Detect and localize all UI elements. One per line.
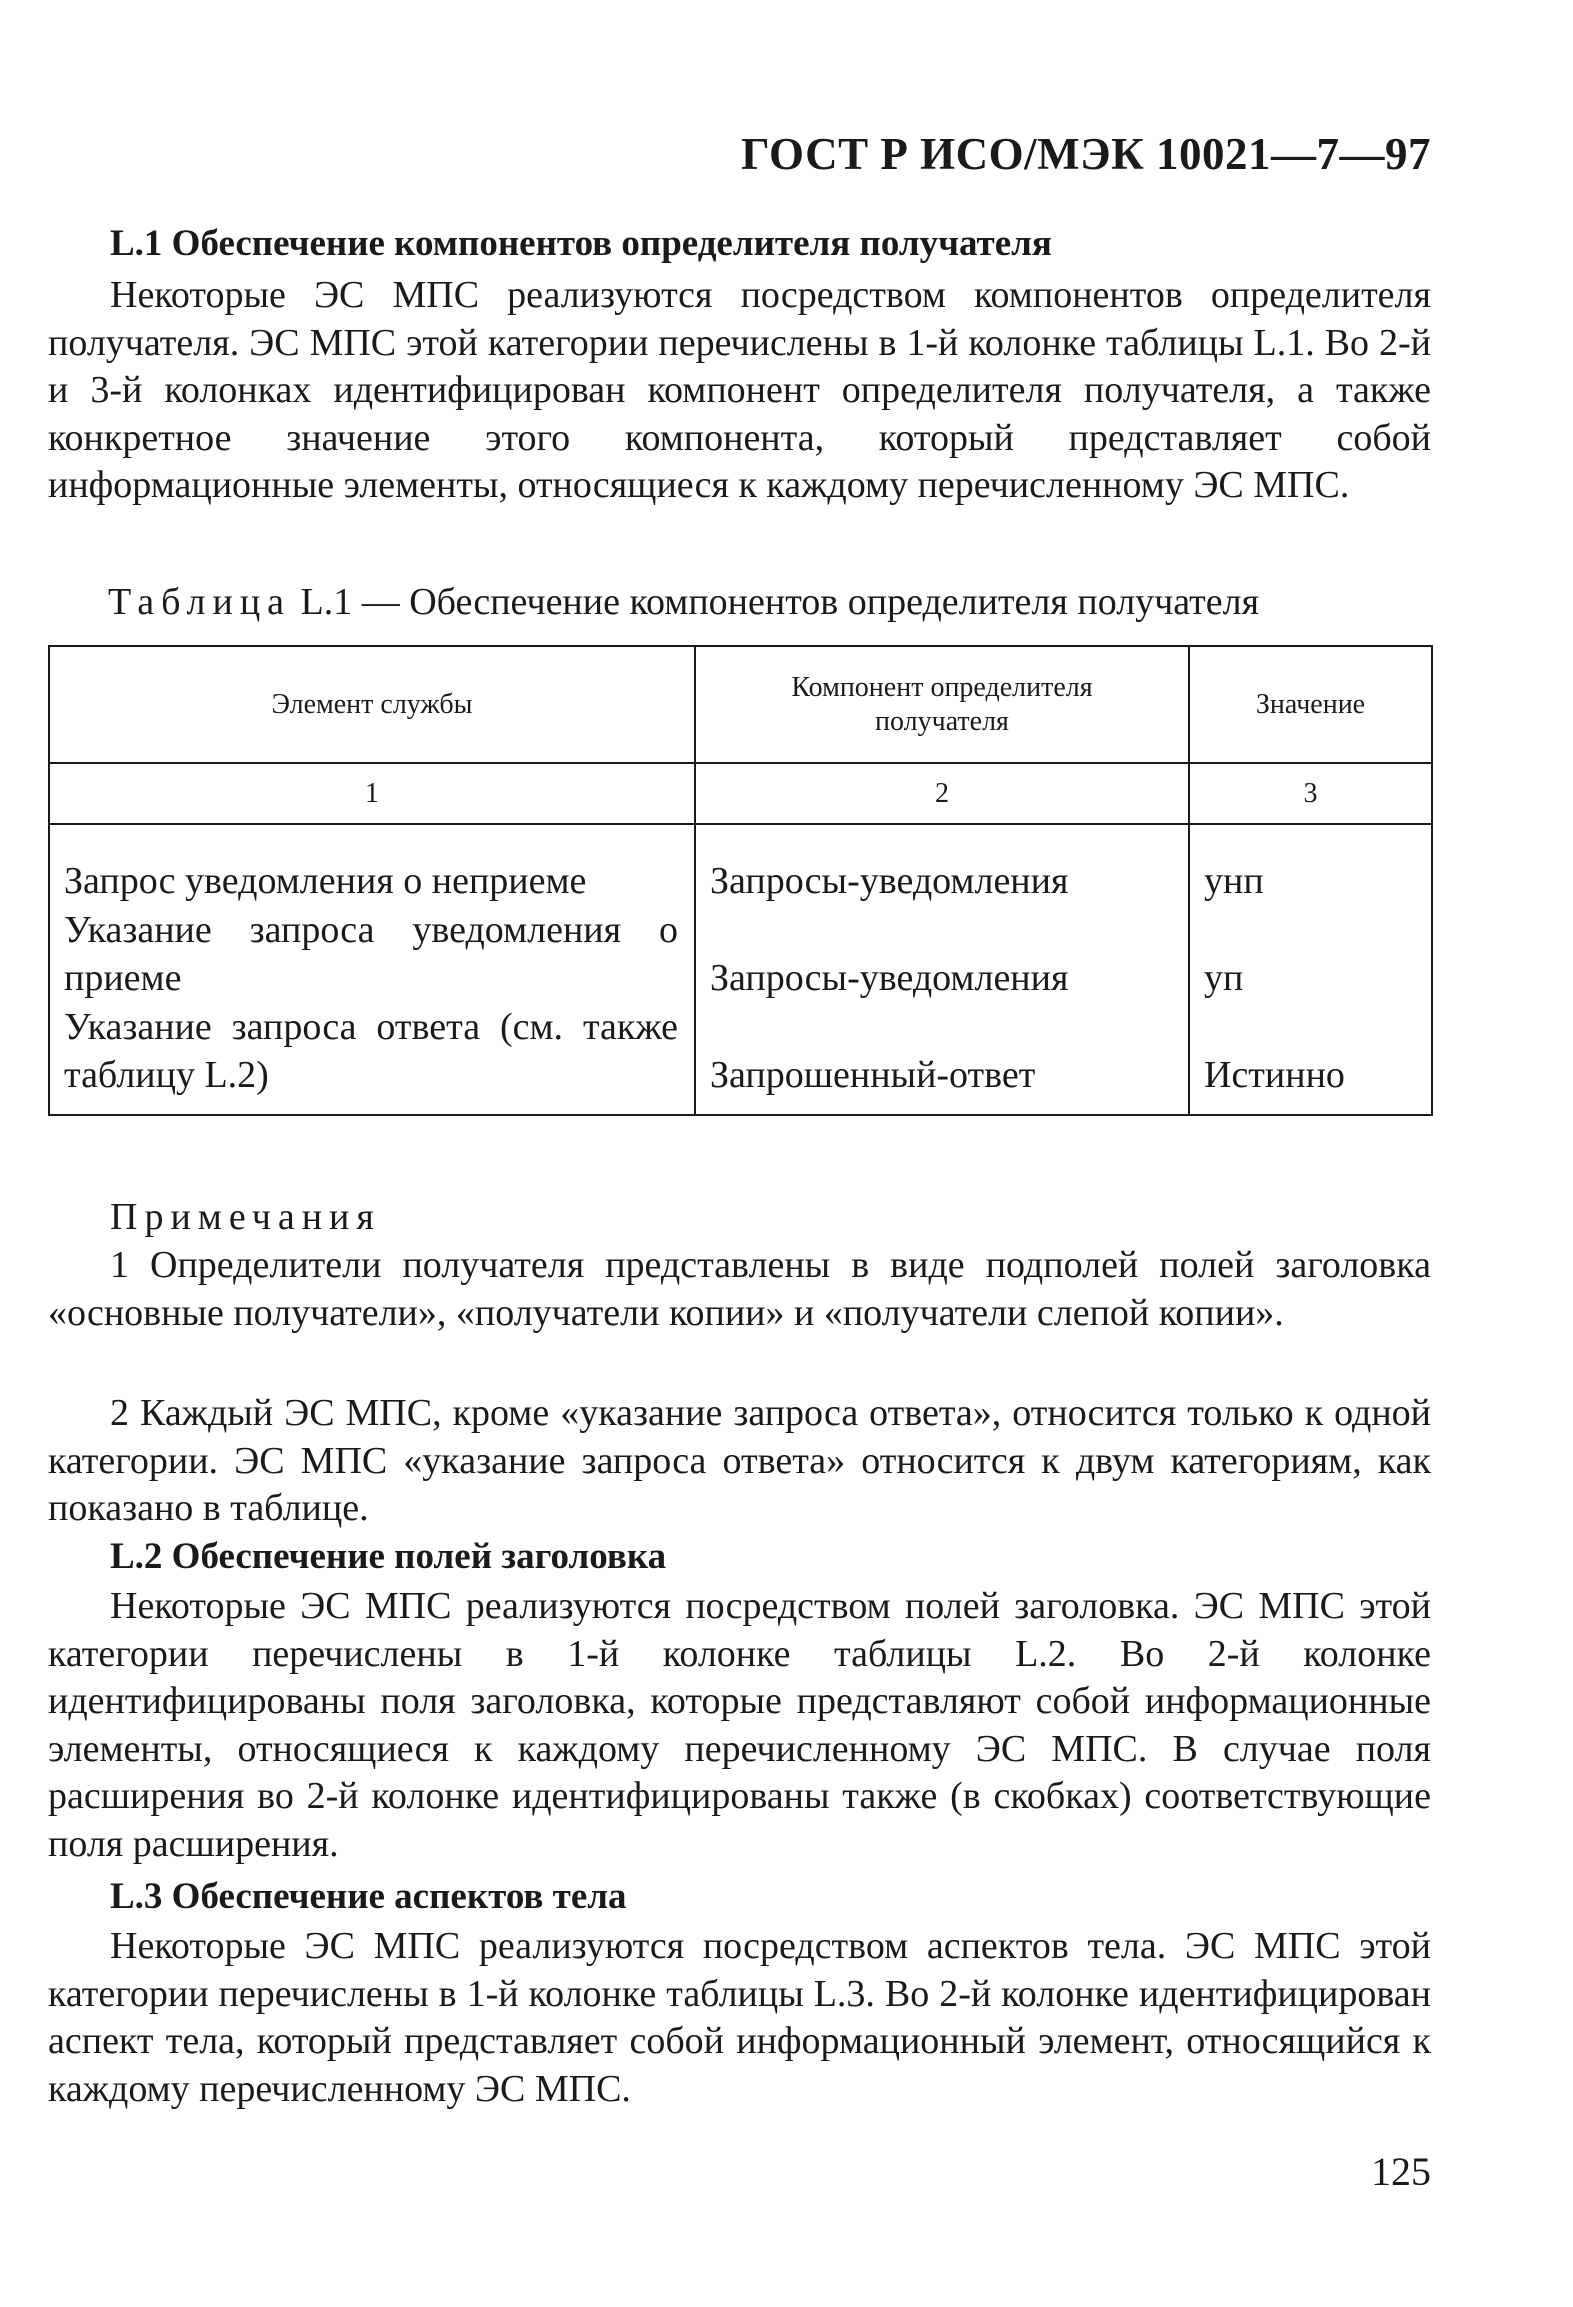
table-row-component: Запросы-уведомления xyxy=(710,957,1069,999)
section-l3-heading: L.3 Обеспечение аспектов тела xyxy=(110,1876,627,1917)
table-header-row xyxy=(49,646,1432,763)
column-number-1: 1 xyxy=(49,763,695,824)
note-item: 2 Каждый ЭС МПС, кроме «указание запроса ответа», относится только к одной категории. ЭС МПС «указание запроса ответа» относится к двум категориям, как показано в таблице. xyxy=(48,1392,1431,1529)
table-row-value: унп xyxy=(1204,860,1264,902)
header-component: Компонент определителя получателя xyxy=(695,646,1189,763)
section-l2-paragraph: Некоторые ЭС МПС реализуются посредством полей заголовка. ЭС МПС этой категории перечислены в 1-й колонке таблицы L.2. Во 2-й колонке идентифицированы поля заголовка, которые представляют собой информационные элементы, относящиеся к каждому перечисленному ЭС МПС. В случае поля расширения во 2-й колонке идентифицированы также (в скобках) соответствующие поля расширения. xyxy=(48,1585,1431,1865)
column-number-3: 3 xyxy=(1189,763,1432,824)
header-element: Элемент службы xyxy=(49,646,695,763)
section-l1-heading: L.1 Обеспечение компонентов определителя получателя xyxy=(110,223,1052,264)
table-caption xyxy=(108,580,1259,624)
table-row-element: Запрос уведомления о неприеме xyxy=(64,860,587,902)
table-caption-text: L.1 — Обеспечение компонентов определителя получателя xyxy=(300,581,1260,623)
table-row-value: Истинно xyxy=(1204,1054,1345,1096)
table-row-component: Запросы-уведомления xyxy=(710,860,1069,902)
notes-title: Примечания xyxy=(110,1196,381,1238)
section-l1-paragraph: Некоторые ЭС МПС реализуются посредством компонентов определителя получателя. ЭС МПС этой категории перечислены в 1-й колонке таблицы L.1. Во 2-й и 3-й колонках идентифицирован компонент определителя получателя, а также конкретное значение этого компонента, который представляет собой информационные элементы, относящиеся к каждому перечисленному ЭС МПС. xyxy=(48,274,1431,506)
table-row-element: Указание запроса уведомления о приеме xyxy=(64,908,678,999)
page-number: 125 xyxy=(1371,2149,1431,2194)
table-column-number-row xyxy=(49,763,1432,824)
column-number-2: 2 xyxy=(695,763,1189,824)
standard-header: ГОСТ Р ИСО/МЭК 10021—7—97 xyxy=(741,129,1431,179)
section-l3-paragraph: Некоторые ЭС МПС реализуются посредством аспектов тела. ЭС МПС этой категории перечислены в 1-й колонке таблицы L.3. Во 2-й колонке идентифицирован аспект тела, который представляет собой информационный элемент, относящийся к каждому перечисленному ЭС МПС. xyxy=(48,1925,1431,2110)
table-row-component: Запрошенный-ответ xyxy=(710,1054,1036,1096)
note-item: 1 Определители получателя представлены в виде подполей полей заголовка «основные получатели», «получатели копии» и «получатели слепой копии». xyxy=(48,1244,1431,1334)
table-caption-label: Таблица xyxy=(108,581,292,623)
table-body-row xyxy=(49,824,1432,1115)
table-row-element: Указание запроса ответа (см. также таблицу L.2) xyxy=(64,1005,678,1096)
component-cell xyxy=(695,824,1189,1115)
section-l2-heading: L.2 Обеспечение полей заголовка xyxy=(110,1536,667,1577)
value-cell xyxy=(1189,824,1432,1115)
table-row-value: уп xyxy=(1204,957,1244,999)
header-value: Значение xyxy=(1189,646,1432,763)
table-l1 xyxy=(48,645,1433,1116)
element-cell xyxy=(49,824,695,1115)
